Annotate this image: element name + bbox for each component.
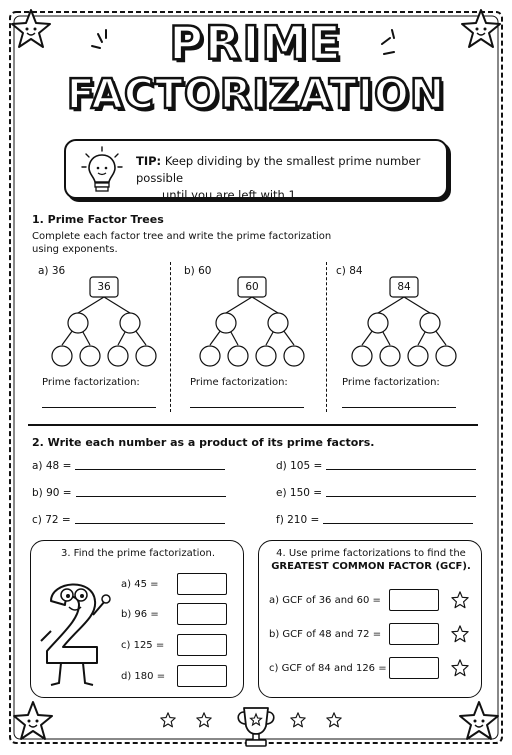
q2-item-d-label: d) 105 = [276,460,323,472]
lightbulb-icon [80,145,124,195]
q2-item-e-label: e) 150 = [276,487,323,499]
q2-item-e [276,487,476,499]
q2-item-d [276,460,476,472]
q2-item-a-label: a) 48 = [32,460,72,472]
tip-text [136,153,436,204]
q3-item-c-label: c) 125 = [121,640,165,651]
section4-panel [258,540,482,698]
tree-b-answer-line[interactable] [190,407,304,408]
section-divider [28,424,478,426]
q3-item-a-answer-box[interactable] [177,573,227,595]
star-icon [451,591,469,609]
q3-item-c-answer-box[interactable] [177,634,227,656]
q3-item-a-label: a) 45 = [121,579,159,590]
q2-item-c-label: c) 72 = [32,514,71,526]
q4-item-c-answer-box[interactable] [389,657,439,679]
star-icon [451,625,469,643]
star-icon [451,659,469,677]
q2-item-b-answer-line[interactable] [76,496,226,497]
tree-c-label: c) 84 [336,265,363,277]
q2-item-d-answer-line[interactable] [326,469,476,470]
tree-b-pf-label: Prime factorization: [190,377,288,388]
q4-item-b-label: b) GCF of 48 and 72 = [269,629,382,640]
page-title-line2: FACTORIZATION [66,70,446,118]
q2-item-c-answer-line[interactable] [75,523,225,524]
tree-a-pf-label: Prime factorization: [42,377,140,388]
q4-item-a-answer-box[interactable] [389,589,439,611]
page-title-line1: PRIME [169,16,343,70]
tree-c-answer-line[interactable] [342,407,456,408]
q2-item-e-answer-line[interactable] [326,496,476,497]
q3-item-b-label: b) 96 = [121,609,159,620]
star-icon [160,712,176,728]
star-icon [290,712,306,728]
column-divider [326,262,327,412]
tree-b-label: b) 60 [184,265,212,277]
star-corner-icon [458,700,500,742]
tree-c-root: 84 [397,281,411,293]
number-mascot-icon [37,571,113,693]
trophy-icon [232,702,280,750]
star-icon [196,712,212,728]
section1-desc-line1: Complete each factor tree and write the prime factorization [32,231,332,242]
q3-item-d-answer-box[interactable] [177,665,227,687]
q2-item-a [32,460,225,472]
section3-panel [30,540,244,698]
q4-item-c-label: c) GCF of 84 and 126 = [269,663,387,674]
column-divider [170,262,171,412]
q4-item-a-label: a) GCF of 36 and 60 = [269,595,381,606]
q2-item-c [32,514,225,526]
q4-item-b-answer-box[interactable] [389,623,439,645]
tree-a-label: a) 36 [38,265,66,277]
tip-box [64,139,448,202]
tree-c-pf-label: Prime factorization: [342,377,440,388]
q3-item-b-answer-box[interactable] [177,603,227,625]
section3-title: 3. Find the prime factorization. [60,548,216,559]
q2-item-f-label: f) 210 = [276,514,320,526]
tree-b-root: 60 [245,281,259,293]
tree-a-root: 36 [97,281,111,293]
tip-text-line1: Keep dividing by the smallest prime number possible [136,154,421,185]
tip-text-line2: until you are left with 1. [162,188,300,202]
q2-item-b [32,487,226,499]
star-icon [326,712,342,728]
q2-item-b-label: b) 90 = [32,487,72,499]
section4-title-line2: GREATEST COMMON FACTOR (GCF). [271,561,471,572]
tree-a-answer-line[interactable] [42,407,156,408]
section2-title: 2. Write each number as a product of its prime factors. [32,436,375,449]
q3-item-d-label: d) 180 = [121,671,166,682]
section1-desc-line2: using exponents. [32,244,118,255]
section1-title: 1. Prime Factor Trees [32,213,164,226]
section4-title-line1: 4. Use prime factorizations to find the [276,548,466,559]
q2-item-a-answer-line[interactable] [75,469,225,470]
tip-label: TIP: [136,154,162,168]
q2-item-f [276,514,473,526]
star-corner-icon [12,700,54,742]
q2-item-f-answer-line[interactable] [323,523,473,524]
